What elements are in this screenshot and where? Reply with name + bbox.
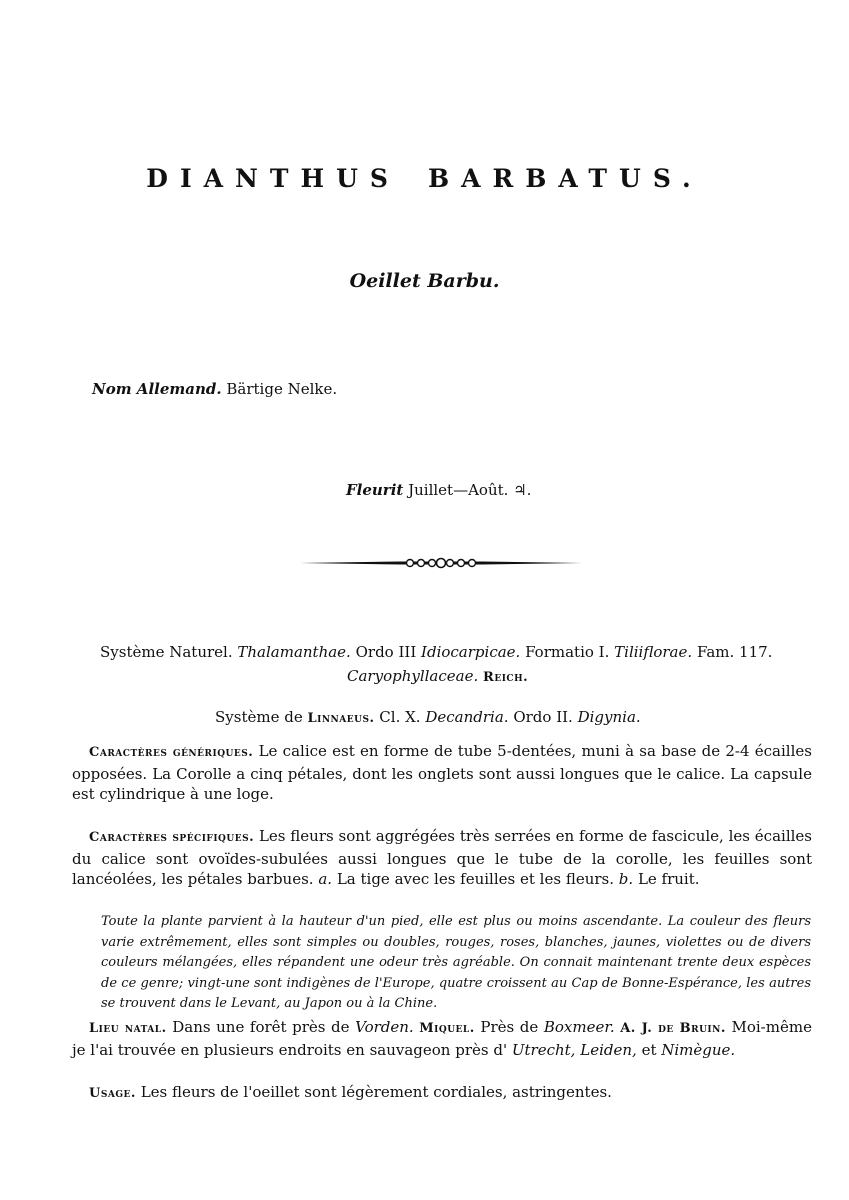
habitat-author-miquel: Miquel. <box>419 1021 475 1036</box>
system-natural-formatio-label: Formatio I. <box>525 643 610 661</box>
figure-a-label: a. <box>318 870 333 888</box>
system-linnaeus-cl-label: Cl. X. <box>379 708 421 726</box>
habitat-text-3: Moi-même je l'ai trouvée en plusieurs endroits en sauvageon près d' <box>72 1018 812 1059</box>
german-name <box>92 380 337 398</box>
system-linnaeus-ordo: Digynia. <box>577 708 641 726</box>
ornament-divider-icon <box>300 553 582 573</box>
usage-paragraph <box>72 1082 812 1105</box>
flowering-label: Fleurit <box>346 481 404 499</box>
page-title <box>0 164 849 193</box>
system-natural-line <box>100 643 772 661</box>
german-name-value: Bärtige Nelke. <box>226 380 338 398</box>
figure-a-text: La tige avec les feuilles et les fleurs. <box>336 870 614 888</box>
system-natural-class: Thalamanthae. <box>237 643 351 661</box>
specific-characters <box>72 826 812 890</box>
german-name-label: Nom Allemand. <box>92 380 222 398</box>
subtitle: Oeillet Barbu. <box>349 270 500 292</box>
flowering-value: Juillet—Août. <box>408 481 509 499</box>
description-paragraph: Toute la plante parvient à la hauteur d'un pied, elle est plus ou moins ascendante. La couleur des fleurs varie extrêmement, elles sont simples ou doubles, rouges, roses, blanches, jaunes, violettes ou de divers couleurs mélangées, elles répandent une odeur très agréable. On connait maintenant trente deux espèces de ce genre; vingt-une sont indigènes de l'Europe, quatre croissent au Cap de Bonne-Espérance, les autres se trouvent dans le Levant, au Japon ou à la Chine. <box>101 914 811 1011</box>
system-linnaeus-line <box>215 708 641 726</box>
system-linnaeus-ordo-label: Ordo II. <box>513 708 573 726</box>
system-natural-family: Caryophyllaceae. <box>347 667 479 685</box>
generic-characters <box>72 741 812 805</box>
generic-characters-label: Caractères génériques. <box>89 745 254 760</box>
system-natural-ordo-label: Ordo III <box>355 643 417 661</box>
perennial-symbol: ♃. <box>513 481 532 499</box>
system-linnaeus-cl: Decandria. <box>425 708 509 726</box>
system-linnaeus-label: Système de <box>215 708 303 726</box>
title-word-species: BARBATUS. <box>427 164 703 193</box>
habitat-place-vorden: Vorden. <box>355 1018 414 1036</box>
generic-characters-text: Le calice est en forme de tube 5-dentées, muni à sa base de 2-4 écailles opposées. La Corolle a cinq pétales, dont les onglets sont aussi longues que le calice. La capsule est cylindrique à une loge. <box>72 742 812 803</box>
figure-b-label: b. <box>618 870 634 888</box>
habitat-place-nimegue: Nimègue. <box>661 1040 736 1059</box>
habitat-text-2: Près de <box>480 1018 539 1036</box>
system-linnaeus-name: Linnaeus. <box>307 711 375 726</box>
system-natural-ordo: Idiocarpicae. <box>421 643 521 661</box>
usage-label: Usage. <box>89 1086 136 1101</box>
system-natural-label: Système Naturel. <box>100 643 233 661</box>
habitat-label: Lieu natal. <box>89 1021 167 1036</box>
system-natural-author: Reich. <box>483 670 529 685</box>
habitat-text-1: Dans une forêt près de <box>172 1018 350 1036</box>
system-natural-family-line <box>347 667 528 685</box>
figure-b-text: Le fruit. <box>637 870 700 888</box>
habitat-text-4: et <box>641 1040 657 1059</box>
usage-text: Les fleurs de l'oeillet sont légèrement cordiales, astringentes. <box>140 1083 612 1101</box>
system-natural-formatio: Tiliiflorae. <box>614 643 693 661</box>
habitat-place-leiden: Leiden, <box>580 1040 637 1059</box>
title-word-genus: DIANTHUS <box>146 164 400 193</box>
flowering-period <box>346 481 531 499</box>
habitat-paragraph <box>72 1017 812 1060</box>
specific-characters-label: Caractères spécifiques. <box>89 830 255 845</box>
specific-characters-text: Les fleurs sont aggrégées très serrées en forme de fascicule, les écailles du calice sont ovoïdes-subulées aussi longues que le tube de la corolle, les feuilles sont lancéolées, les pétales barbues. <box>72 827 812 888</box>
system-natural-fam: Fam. 117. <box>696 643 773 661</box>
habitat-place-boxmeer: Boxmeer. <box>543 1018 615 1036</box>
habitat-author-bruin: A. J. de Bruin. <box>620 1021 726 1036</box>
habitat-place-utrecht: Utrecht, <box>511 1040 576 1059</box>
